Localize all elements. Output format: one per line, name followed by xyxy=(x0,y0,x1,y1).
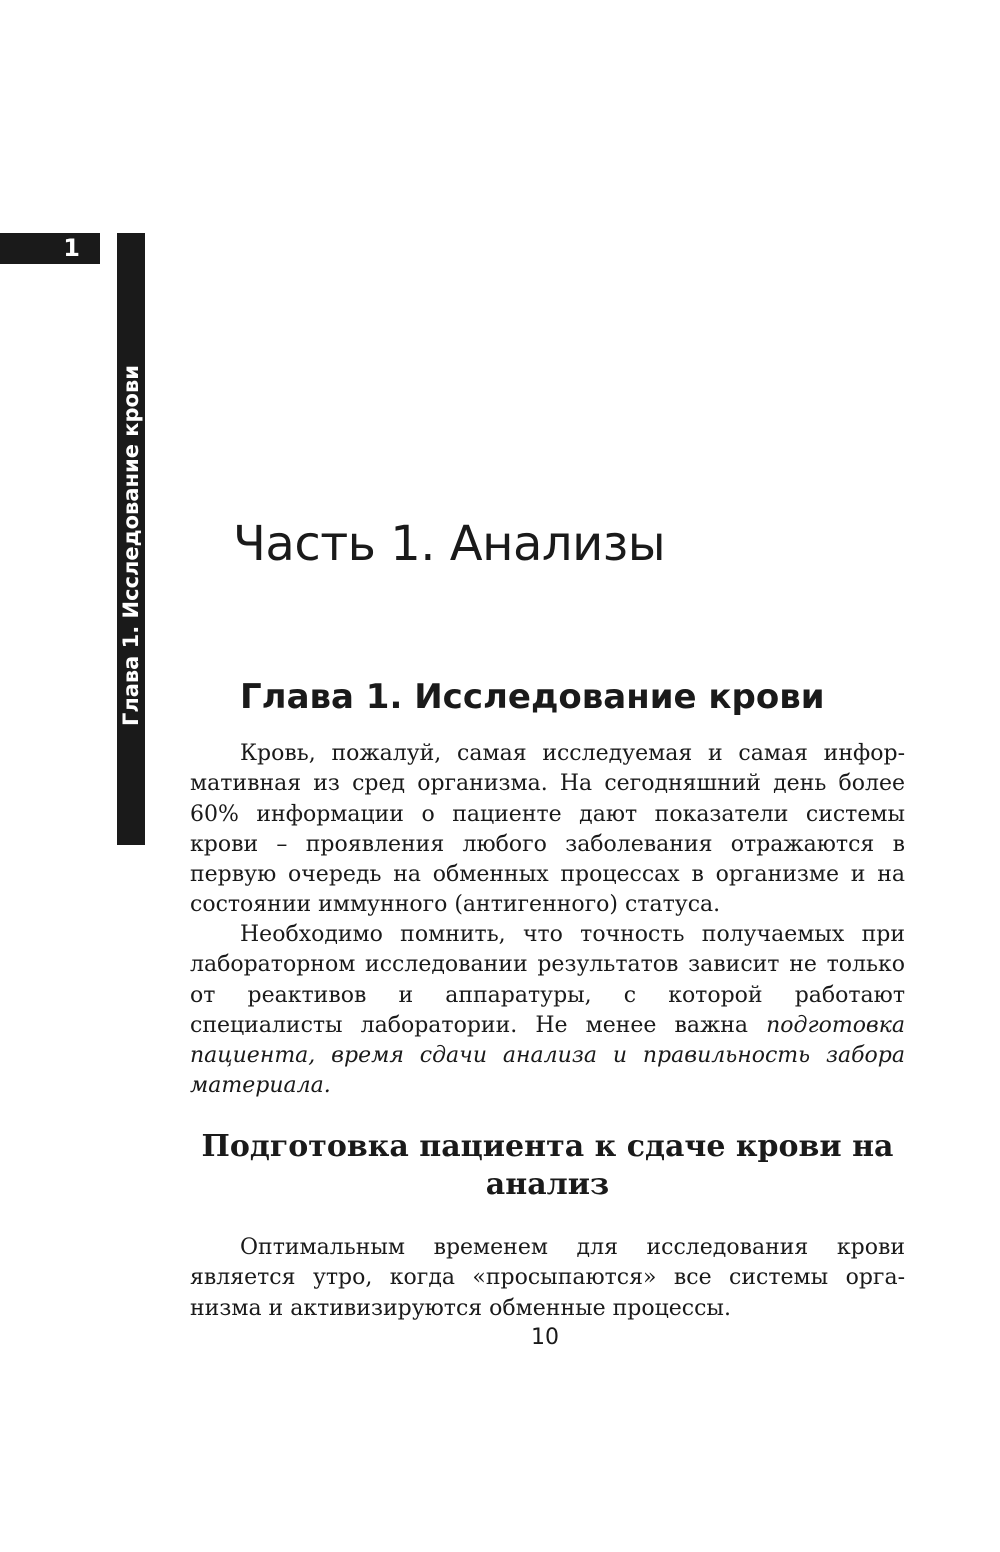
page-number: 10 xyxy=(531,1325,559,1350)
paragraph-3: Оптимальным временем для исследования крови является утро, когда «просыпаются» все системы организма и активизируются обменные процессы. xyxy=(190,1235,905,1321)
side-running-head: Глава 1. Исследование крови xyxy=(119,365,143,727)
paragraph-1: Кровь, пожалуй, самая исследуемая и самая информативная из сред организма. На сегодняшний день более 60% информации о пациенте дают показатели системы крови – проявления любого заболевания отражаются в первую очередь на обменных процессах в организме и на состоянии иммунного (антигенного) статуса. xyxy=(190,741,905,918)
part-title: Часть 1. Анализы xyxy=(233,516,666,572)
side-running-head-bar xyxy=(117,233,145,845)
paragraph-2 xyxy=(190,920,905,1102)
paragraph-2-text: Необходимо помнить, что точность получаемых при лабораторном исследовании результатов зависит не только от реактивов и аппаратуры, с которой работают специалисты лаборатории. Не менее важна xyxy=(190,922,905,1038)
section-title: Подготовка пациента к сдаче крови на анализ xyxy=(201,1129,894,1202)
chapter-title: Глава 1. Исследование крови xyxy=(240,677,825,717)
paragraph-2-italic: подготовка пациента, время сдачи анализа и правильность забора материала. xyxy=(190,1012,905,1099)
chapter-tab-number: 1 xyxy=(0,233,100,264)
